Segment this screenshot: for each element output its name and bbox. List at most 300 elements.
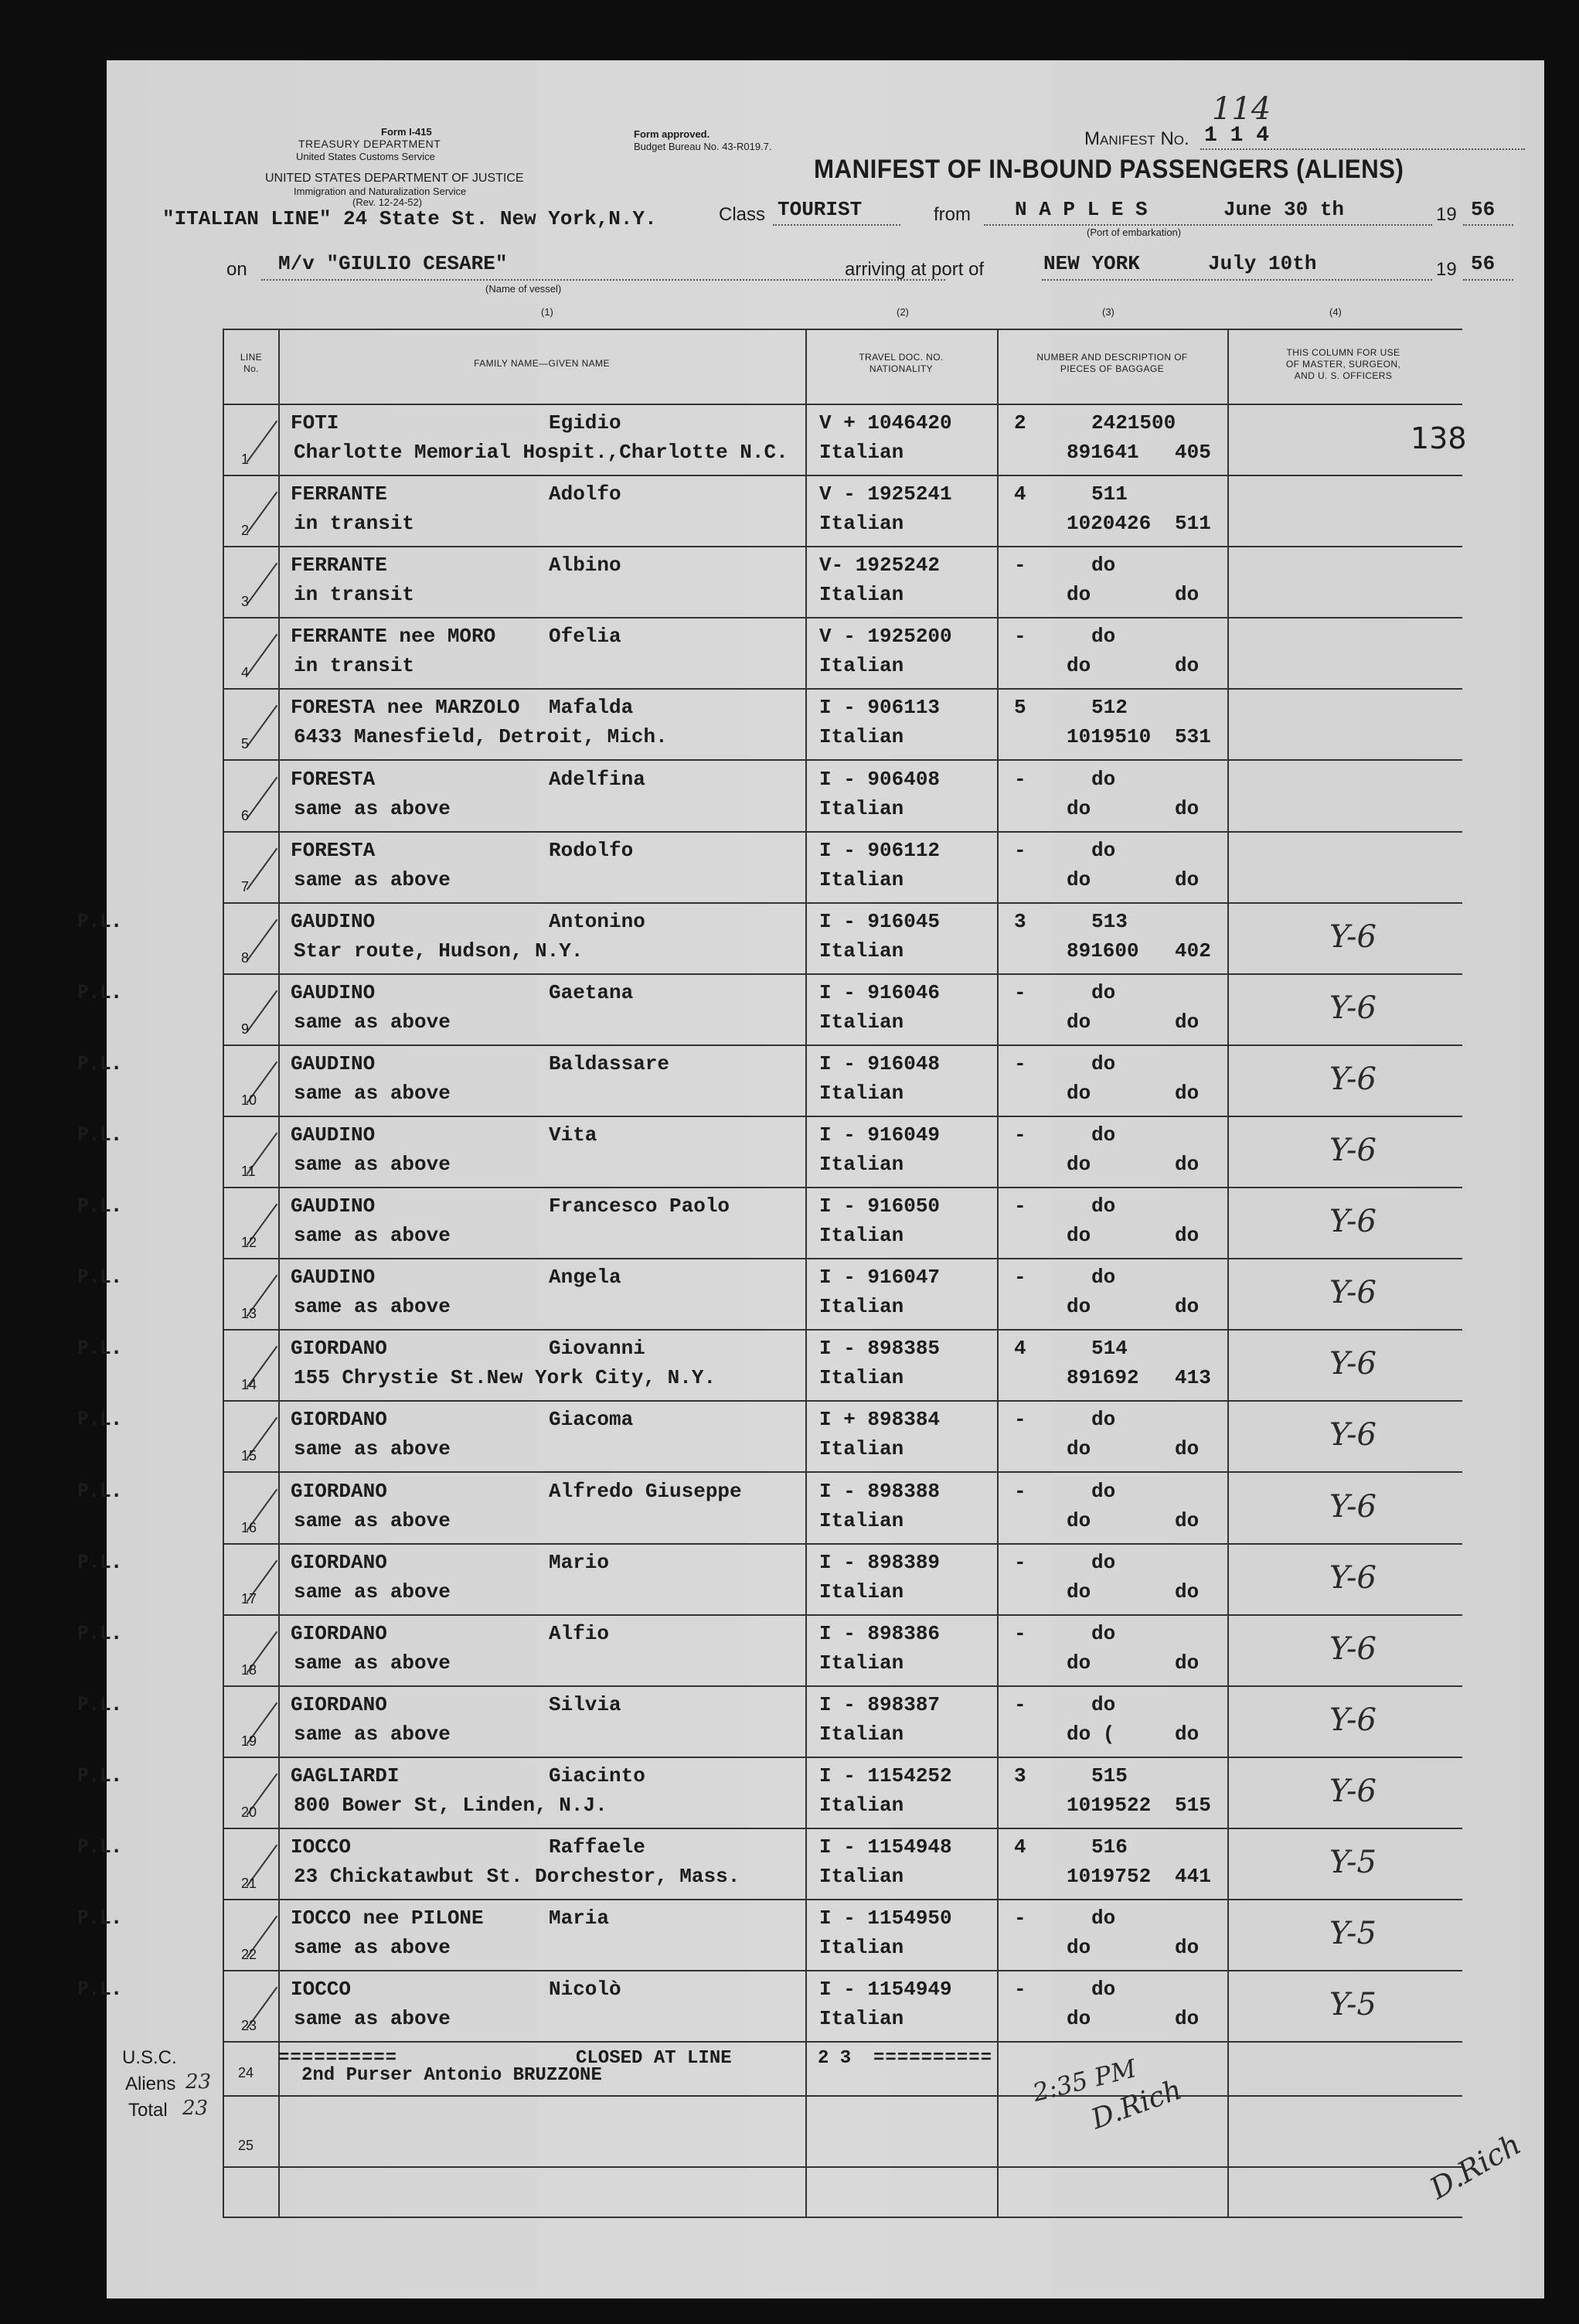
table-row (77, 1545, 1462, 1616)
family-name: GAUDINO (291, 909, 376, 933)
baggage-pieces: - (1014, 1194, 1026, 1218)
nationality: Italian (819, 1793, 904, 1817)
given-name: Egidio (549, 411, 621, 434)
aliens-count: 23 (185, 2070, 212, 2094)
given-name: Giovanni (549, 1337, 645, 1361)
arrival-port: NEW YORK (1043, 252, 1140, 275)
line-number: 4 (241, 665, 250, 681)
address: 6433 Manesfield, Detroit, Mich. (294, 725, 668, 749)
nationality: Italian (819, 725, 904, 749)
baggage-desc-3: 511 (1175, 512, 1211, 536)
baggage-desc-2: do (1067, 2007, 1091, 2031)
check-tick (247, 563, 277, 605)
pl-mark: P.L. (77, 1692, 122, 1715)
family-name: GIORDANO (291, 1621, 387, 1645)
travel-doc-number: V - 1925241 (819, 482, 952, 506)
baggage-desc-3: do (1175, 1508, 1200, 1532)
baggage-desc-2: do (1067, 1508, 1091, 1532)
line-number: 3 (241, 594, 250, 610)
given-name: Adelfina (549, 767, 645, 791)
baggage-desc-1: do (1091, 1692, 1116, 1716)
line-number: 2 (241, 523, 250, 539)
address: Star route, Hudson, N.Y. (294, 939, 584, 963)
usc-label: U.S.C. (122, 2047, 177, 2068)
port-embarkation-label: (Port of embarkation) (1087, 227, 1182, 238)
nationality: Italian (819, 1295, 904, 1319)
address: same as above (294, 1508, 451, 1532)
line-company: "ITALIAN LINE" 24 State St. New York,N.Y. (162, 207, 657, 230)
pl-mark: P.L. (77, 1621, 122, 1644)
from-port: N A P L E S (1015, 198, 1148, 221)
given-name: Silvia (549, 1692, 621, 1716)
pl-mark: P.L. (77, 1479, 122, 1501)
baggage-pieces: - (1014, 1550, 1026, 1574)
pl-mark: P.L. (77, 1907, 122, 1929)
baggage-desc-1: 514 (1091, 1337, 1128, 1361)
nationality: Italian (819, 1651, 904, 1675)
travel-doc-number: I - 916046 (819, 980, 941, 1004)
nationality: Italian (819, 867, 904, 891)
baggage-desc-2: do (1067, 1651, 1091, 1675)
baggage-desc-3: do (1175, 1153, 1200, 1176)
baggage-pieces: 3 (1014, 909, 1026, 933)
pl-mark: P.L. (77, 1550, 122, 1573)
pl-mark: P.L. (77, 1051, 122, 1074)
address: same as above (294, 1936, 451, 1960)
closing-dashes: ========== (278, 2048, 398, 2069)
baggage-desc-1: do (1091, 625, 1116, 649)
from-label: from (934, 204, 971, 225)
travel-doc-number: I - 898385 (819, 1337, 941, 1361)
nationality: Italian (819, 1865, 904, 1888)
table-row (77, 1259, 1462, 1331)
travel-doc-number: I + 898384 (819, 1408, 941, 1432)
given-name: Albino (549, 554, 621, 578)
baggage-desc-1: do (1091, 980, 1116, 1004)
col-num-3: (3) (1102, 306, 1114, 318)
baggage-desc-2: 891692 (1067, 1366, 1139, 1390)
table-row (77, 1758, 1462, 1829)
col-num-4: (4) (1329, 306, 1342, 318)
officer-note: Y-6 (1329, 1346, 1377, 1382)
address: same as above (294, 1081, 451, 1105)
table-row (224, 547, 1462, 618)
officer-note: Y-6 (1329, 1773, 1377, 1809)
baggage-pieces: - (1014, 767, 1026, 791)
col-num-2: (2) (897, 306, 909, 318)
baggage-pieces: 4 (1014, 1337, 1026, 1361)
family-name: FERRANTE (291, 482, 387, 506)
col-officers: THIS COLUMN FOR USE OF MASTER, SURGEON, AND U. S. OFFICERS (1285, 347, 1401, 381)
baggage-pieces: - (1014, 1978, 1026, 2002)
vessel-name: M/v "GIULIO CESARE" (278, 252, 508, 275)
travel-doc-number: I - 1154252 (819, 1763, 952, 1787)
baggage-desc-1: 515 (1091, 1763, 1128, 1787)
table-row (224, 690, 1462, 761)
family-name: IOCCO (291, 1978, 352, 2002)
nationality: Italian (819, 1153, 904, 1176)
baggage-desc-3: 515 (1175, 1793, 1211, 1817)
address: same as above (294, 1437, 451, 1461)
col-line-no: LINE No. (240, 352, 263, 374)
given-name: Ofelia (549, 625, 621, 649)
baggage-desc-3: do (1175, 1224, 1200, 1248)
officer-note: Y-6 (1329, 1417, 1377, 1453)
address: same as above (294, 796, 451, 820)
travel-doc-number: I - 906112 (819, 838, 941, 862)
baggage-desc-3: do (1175, 796, 1200, 820)
baggage-desc-1: do (1091, 838, 1116, 862)
baggage-desc-1: do (1091, 554, 1116, 578)
line-number: 12 (241, 1235, 257, 1251)
line-number: 19 (241, 1733, 257, 1749)
travel-doc-number: I - 898388 (819, 1479, 941, 1503)
baggage-desc-3: do (1175, 1295, 1200, 1319)
baggage-desc-2: do (1067, 1153, 1091, 1176)
baggage-pieces: - (1014, 554, 1026, 578)
travel-doc-number: I - 898387 (819, 1692, 941, 1716)
officer-note: Y-6 (1329, 1631, 1377, 1667)
vessel-label: (Name of vessel) (485, 283, 562, 295)
given-name: Rodolfo (549, 838, 634, 862)
year-prefix: 19 (1436, 204, 1457, 225)
family-name: GIORDANO (291, 1550, 387, 1574)
baggage-desc-3: 441 (1175, 1865, 1211, 1888)
address: same as above (294, 1010, 451, 1034)
baggage-desc-2: do (1067, 654, 1091, 678)
pl-mark: P.L. (77, 1835, 122, 1857)
baggage-desc-1: do (1091, 1479, 1116, 1503)
line-number: 10 (241, 1092, 257, 1108)
table-row (224, 833, 1462, 904)
line-number: 18 (241, 1661, 257, 1678)
revision: (Rev. 12-24-52) (352, 196, 423, 208)
family-name: GIORDANO (291, 1692, 387, 1716)
line-number: 13 (241, 1306, 257, 1322)
travel-doc-number: I - 1154950 (819, 1907, 952, 1930)
travel-doc-number: I - 906408 (819, 767, 941, 791)
baggage-desc-3: do (1175, 1579, 1200, 1603)
table-row (77, 1046, 1462, 1117)
baggage-desc-3: do (1175, 1437, 1200, 1461)
given-name: Mario (549, 1550, 610, 1574)
baggage-desc-1: do (1091, 1978, 1116, 2002)
travel-doc-number: I - 898386 (819, 1621, 941, 1645)
family-name: IOCCO nee PILONE (291, 1907, 484, 1930)
officer-note: Y-6 (1329, 1275, 1377, 1311)
baggage-pieces: - (1014, 1123, 1026, 1147)
margin-note: 138 (1411, 421, 1467, 455)
treasury-dept: TREASURY DEPARTMENT (298, 138, 441, 150)
travel-doc-number: I - 898389 (819, 1550, 941, 1574)
corner-initials: D.Rich (1424, 2127, 1527, 2206)
table-row (224, 405, 1462, 476)
class-value: TOURIST (778, 198, 863, 221)
table-row (77, 1616, 1462, 1687)
pl-mark: P.L. (77, 909, 122, 932)
address: same as above (294, 1579, 451, 1603)
table-row (77, 975, 1462, 1046)
baggage-pieces: - (1014, 838, 1026, 862)
baggage-desc-1: do (1091, 1907, 1116, 1930)
baggage-pieces: 2 (1014, 411, 1026, 434)
baggage-desc-3: 405 (1175, 441, 1211, 464)
family-name: GIORDANO (291, 1337, 387, 1361)
baggage-desc-2: 1019752 (1067, 1865, 1152, 1888)
table-row (77, 1900, 1462, 1971)
baggage-desc-2: do (1067, 1224, 1091, 1248)
baggage-desc-3: do (1175, 583, 1200, 607)
travel-doc-number: I - 916047 (819, 1266, 941, 1290)
from-date: June 30 th (1223, 198, 1345, 221)
manifest-number-handwritten: 114 (1212, 91, 1271, 127)
pl-mark: P.L. (77, 1123, 122, 1145)
given-name: Mafalda (549, 696, 634, 720)
family-name: FOTI (291, 411, 339, 434)
travel-doc-number: I - 1154948 (819, 1835, 952, 1859)
baggage-desc-1: do (1091, 1621, 1116, 1645)
officer-note: Y-6 (1329, 1559, 1377, 1596)
baggage-desc-2: do ( (1067, 1722, 1115, 1746)
col-name: FAMILY NAME—GIVEN NAME (474, 358, 610, 369)
nationality: Italian (819, 1366, 904, 1390)
baggage-pieces: - (1014, 1692, 1026, 1716)
travel-doc-number: I - 1154949 (819, 1978, 952, 2002)
table-row (224, 618, 1462, 690)
line-number: 22 (241, 1947, 257, 1963)
manifest-label: Manifest No. (1084, 128, 1189, 149)
travel-doc-number: I - 906113 (819, 696, 941, 720)
table-row (224, 762, 1462, 833)
nationality: Italian (819, 512, 904, 536)
year-prefix-2: 19 (1436, 259, 1457, 280)
baggage-desc-3: 413 (1175, 1366, 1211, 1390)
pl-mark: P.L. (77, 1978, 122, 2000)
total-label: Total (128, 2100, 168, 2121)
line-number: 17 (241, 1590, 257, 1607)
given-name: Francesco Paolo (549, 1194, 730, 1218)
baggage-desc-2: 1019522 (1067, 1793, 1152, 1817)
nationality: Italian (819, 1081, 904, 1105)
address: Charlotte Memorial Hospit.,Charlotte N.C. (294, 441, 788, 464)
address: same as above (294, 1153, 451, 1176)
line-number: 6 (241, 807, 250, 823)
address: 800 Bower St, Linden, N.J. (294, 1793, 607, 1817)
nationality: Italian (819, 583, 904, 607)
closed-at-line: CLOSED AT LINE (576, 2048, 732, 2069)
baggage-desc-3: do (1175, 654, 1200, 678)
line-number: 16 (241, 1519, 257, 1535)
address: same as above (294, 1224, 451, 1248)
nationality: Italian (819, 2007, 904, 2031)
family-name: GAUDINO (291, 1194, 376, 1218)
officer-note: Y-6 (1329, 1133, 1377, 1168)
baggage-pieces: - (1014, 1907, 1026, 1930)
travel-doc-number: V + 1046420 (819, 411, 952, 434)
arriving-label: arriving at port of (845, 259, 985, 280)
nationality: Italian (819, 1936, 904, 1960)
line-number: 20 (241, 1804, 257, 1820)
baggage-desc-2: do (1067, 1936, 1091, 1960)
table-row (224, 476, 1462, 547)
baggage-pieces: - (1014, 1621, 1026, 1645)
officer-note: Y-5 (1329, 1845, 1377, 1880)
baggage-desc-3: do (1175, 1651, 1200, 1675)
nationality: Italian (819, 1224, 904, 1248)
purser-signature-line: 2nd Purser Antonio BRUZZONE (301, 2065, 602, 2086)
address: 23 Chickatawbut St. Dorchestor, Mass. (294, 1865, 740, 1888)
col-travel-doc: TRAVEL DOC. NO. NATIONALITY (859, 352, 944, 374)
address: in transit (294, 583, 415, 607)
family-name: GIORDANO (291, 1408, 387, 1432)
baggage-desc-1: 511 (1091, 482, 1128, 506)
nationality: Italian (819, 796, 904, 820)
line-number: 11 (241, 1164, 256, 1179)
nationality: Italian (819, 1579, 904, 1603)
officer-initials: D.Rich (1087, 2074, 1186, 2136)
table-row (77, 1188, 1462, 1259)
baggage-desc-1: do (1091, 1194, 1116, 1218)
baggage-desc-3: do (1175, 1936, 1200, 1960)
ins-label: Immigration and Naturalization Service (294, 186, 467, 197)
table-row (77, 1829, 1462, 1900)
customs-service: United States Customs Service (296, 151, 435, 162)
pl-mark: P.L. (77, 980, 122, 1003)
table-row (77, 1117, 1462, 1188)
family-name: GAUDINO (291, 980, 376, 1004)
class-label: Class (719, 204, 766, 225)
address: in transit (294, 512, 415, 536)
family-name: FERRANTE (291, 554, 387, 578)
baggage-desc-1: do (1091, 1123, 1116, 1147)
total-count: 23 (182, 2097, 209, 2120)
address: same as above (294, 867, 451, 891)
given-name: Adolfo (549, 482, 621, 506)
officer-note: Y-5 (1329, 1987, 1377, 2023)
travel-doc-number: I - 916048 (819, 1051, 941, 1075)
given-name: Giacinto (549, 1763, 645, 1787)
closed-line-number: 2 3 (818, 2048, 852, 2069)
baggage-desc-1: 2421500 (1091, 411, 1176, 434)
line-number: 14 (241, 1377, 257, 1393)
year-embark: 56 (1471, 198, 1496, 221)
given-name: Angela (549, 1266, 621, 1290)
line-number: 5 (241, 736, 250, 752)
baggage-desc-3: do (1175, 867, 1200, 891)
time-note: 2:35 PM (1029, 2053, 1139, 2108)
officer-note: Y-6 (1329, 1204, 1377, 1240)
on-label: on (226, 259, 247, 280)
baggage-pieces: 5 (1014, 696, 1026, 720)
given-name: Antonino (549, 909, 645, 933)
family-name: GAUDINO (291, 1051, 376, 1075)
line-number: 23 (241, 2018, 257, 2034)
arrival-date: July 10th (1208, 252, 1317, 275)
manifest-number: 1 1 4 (1204, 124, 1270, 148)
line-number: 1 (241, 452, 250, 467)
line-number: 8 (241, 949, 250, 966)
officer-note: Y-6 (1329, 990, 1377, 1026)
line-number: 9 (241, 1021, 250, 1037)
given-name: Vita (549, 1123, 597, 1147)
baggage-desc-2: do (1067, 1010, 1091, 1034)
pl-mark: P.L. (77, 1266, 122, 1288)
budget-bureau: Budget Bureau No. 43-R019.7. (634, 141, 772, 152)
check-tick (247, 492, 277, 534)
family-name: GIORDANO (291, 1479, 387, 1503)
baggage-desc-1: 516 (1091, 1835, 1128, 1859)
given-name: Alfredo Giuseppe (549, 1479, 742, 1503)
given-name: Maria (549, 1907, 610, 1930)
check-tick (247, 990, 277, 1033)
baggage-pieces: - (1014, 1408, 1026, 1432)
table-row (77, 1474, 1462, 1545)
family-name: FORESTA (291, 767, 376, 791)
given-name: Giacoma (549, 1408, 634, 1432)
col-baggage: NUMBER AND DESCRIPTION OF PIECES OF BAGGAGE (1036, 352, 1188, 374)
nationality: Italian (819, 1437, 904, 1461)
travel-doc-number: I - 916049 (819, 1123, 941, 1147)
check-tick (247, 847, 277, 890)
address: same as above (294, 1722, 451, 1746)
family-name: FORESTA (291, 838, 376, 862)
given-name: Nicolò (549, 1978, 621, 2002)
family-name: GAUDINO (291, 1266, 376, 1290)
baggage-pieces: - (1014, 1479, 1026, 1503)
family-name: FORESTA nee MARZOLO (291, 696, 520, 720)
address: 155 Chrystie St.New York City, N.Y. (294, 1366, 716, 1390)
baggage-pieces: 4 (1014, 1835, 1026, 1859)
baggage-desc-1: do (1091, 1408, 1116, 1432)
address: same as above (294, 2007, 451, 2031)
officer-note: Y-6 (1329, 1702, 1377, 1738)
address: in transit (294, 654, 415, 678)
given-name: Gaetana (549, 980, 634, 1004)
officer-note: Y-6 (1329, 1488, 1377, 1525)
manifest-title: MANIFEST OF IN-BOUND PASSENGERS (ALIENS) (814, 155, 1404, 184)
baggage-desc-1: do (1091, 1266, 1116, 1290)
justice-dept: UNITED STATES DEPARTMENT OF JUSTICE (265, 172, 524, 185)
baggage-desc-1: 512 (1091, 696, 1128, 720)
travel-doc-number: V - 1925200 (819, 625, 952, 649)
table-row (77, 904, 1462, 975)
baggage-desc-1: 513 (1091, 909, 1128, 933)
pl-mark: P.L. (77, 1763, 122, 1786)
baggage-desc-3: 531 (1175, 725, 1211, 749)
check-tick (247, 705, 277, 748)
baggage-desc-3: do (1175, 1722, 1200, 1746)
baggage-pieces: - (1014, 980, 1026, 1004)
line-number: 15 (241, 1448, 257, 1464)
check-tick (247, 918, 277, 961)
pl-mark: P.L. (77, 1194, 122, 1217)
form-approved: Form approved. (634, 128, 710, 140)
baggage-desc-2: do (1067, 583, 1091, 607)
table-row (77, 1331, 1462, 1402)
family-name: GAGLIARDI (291, 1763, 400, 1787)
family-name: IOCCO (291, 1835, 352, 1859)
baggage-desc-3: do (1175, 1010, 1200, 1034)
baggage-pieces: - (1014, 625, 1026, 649)
line-number-25: 25 (238, 2138, 254, 2153)
form-number: Form I-415 (381, 126, 432, 138)
baggage-desc-3: do (1175, 2007, 1200, 2031)
check-tick (247, 421, 277, 463)
baggage-desc-1: do (1091, 1051, 1116, 1075)
line-number: 7 (241, 878, 250, 895)
baggage-pieces: - (1014, 1266, 1026, 1290)
baggage-desc-2: do (1067, 867, 1091, 891)
